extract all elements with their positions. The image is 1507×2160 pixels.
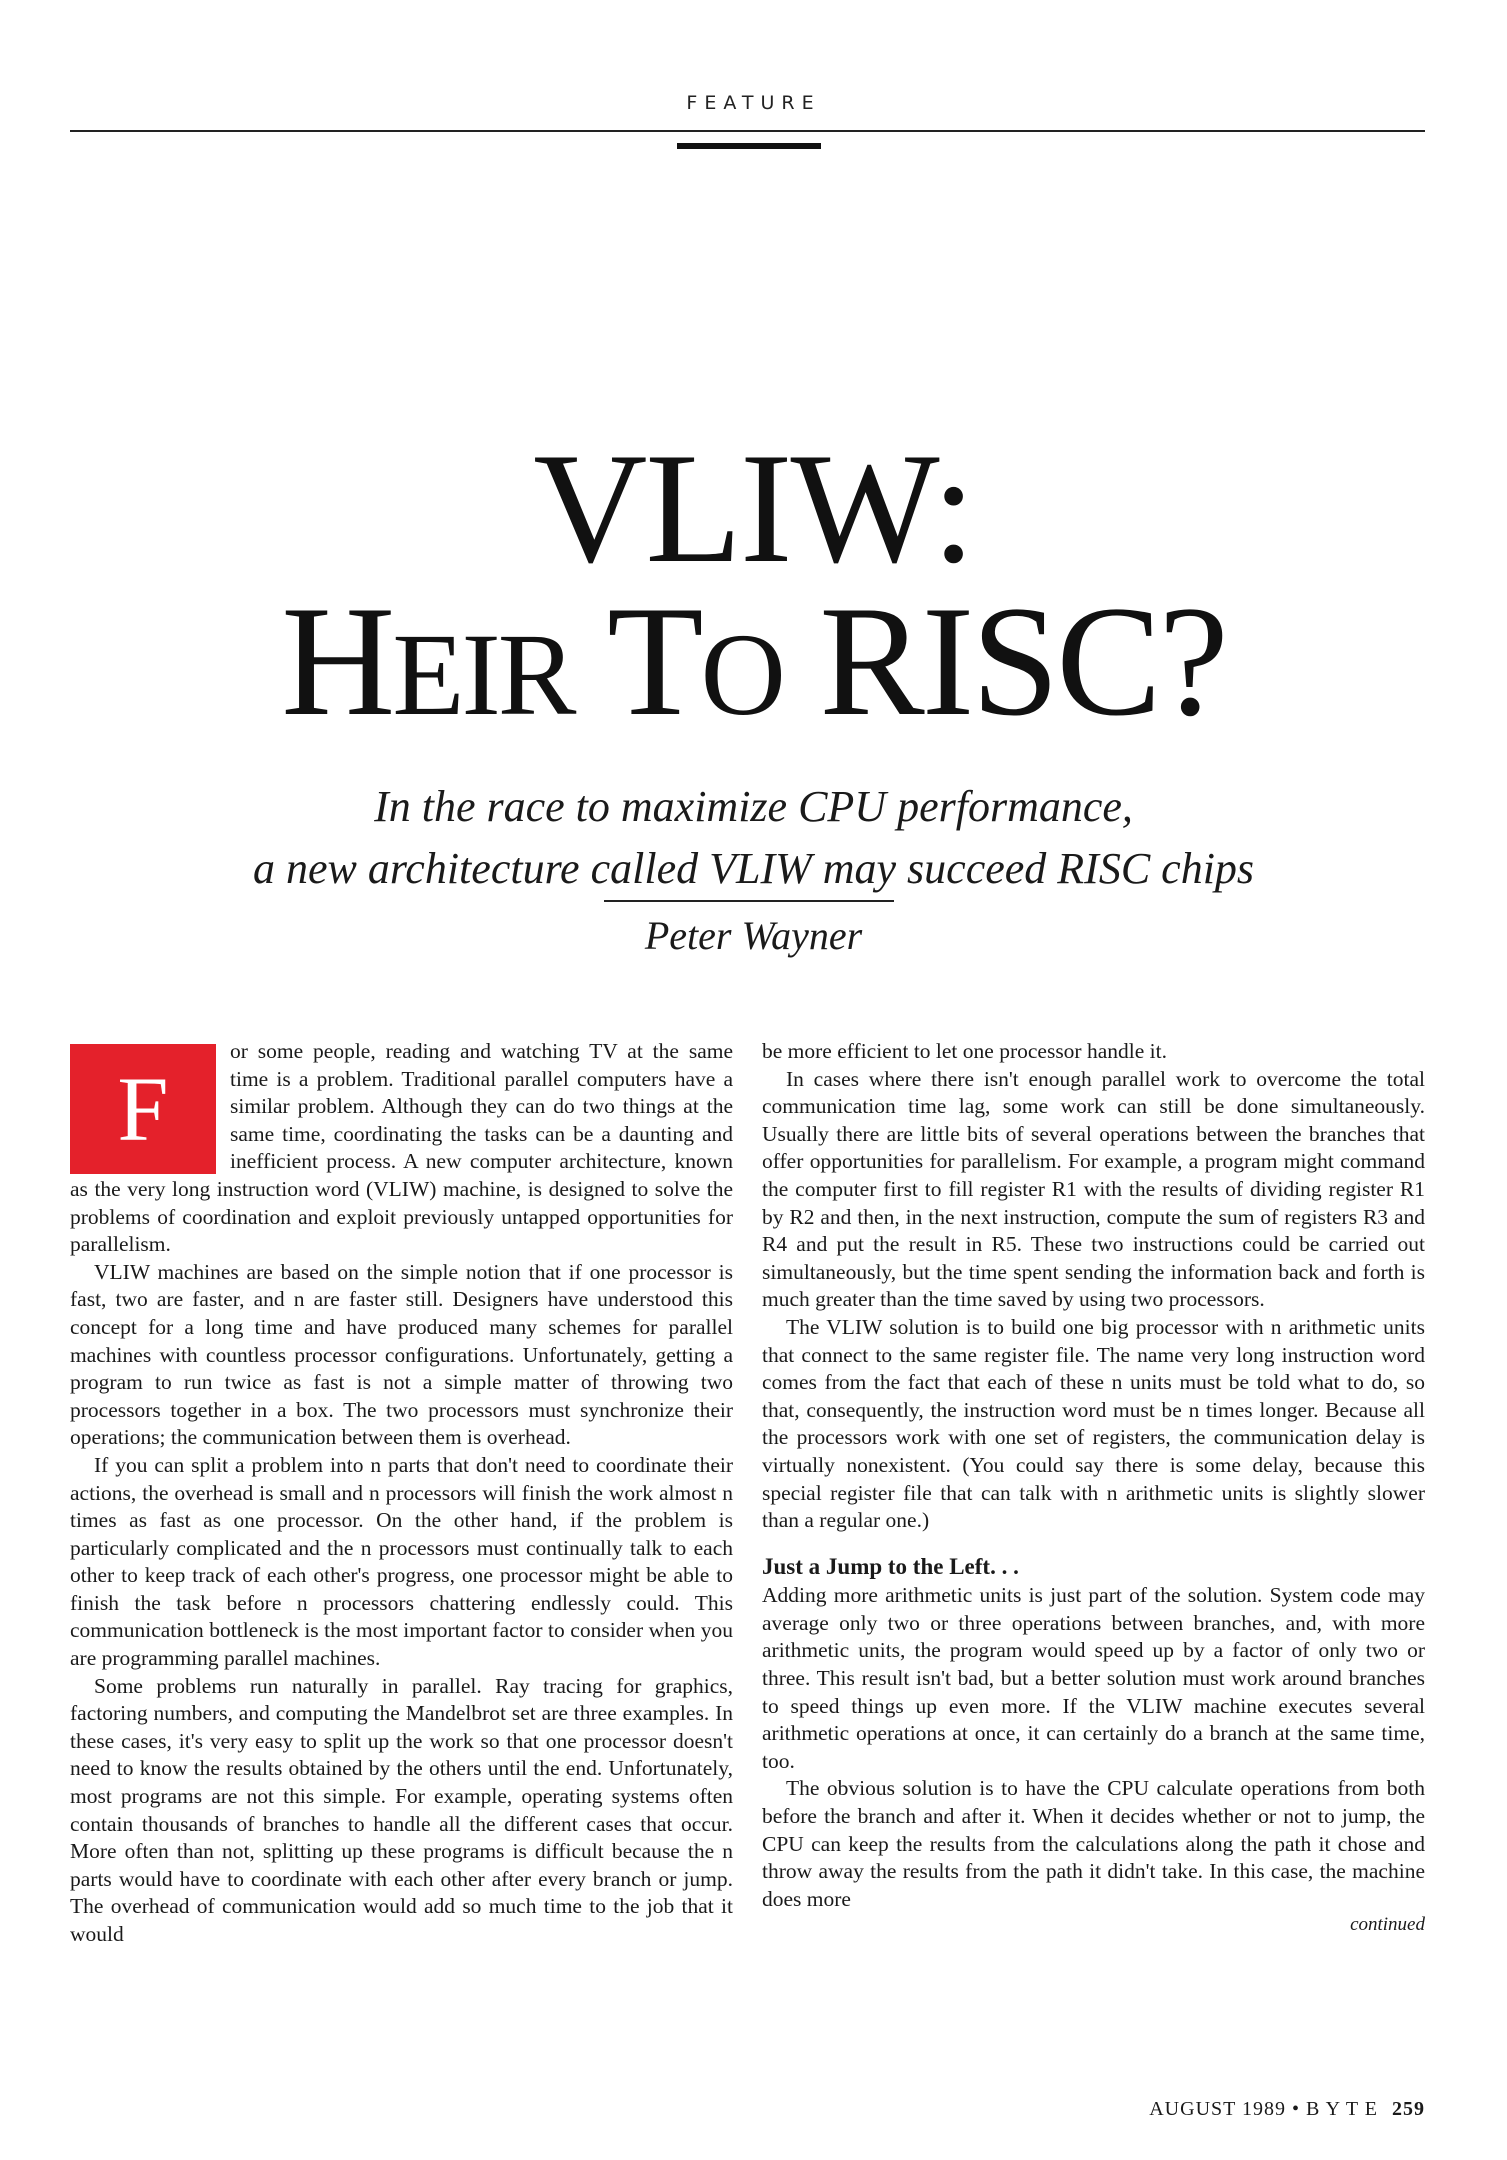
- article-dek: [0, 776, 1507, 900]
- right-column: [762, 1038, 1425, 1937]
- body-paragraph: The obvious solution is to have the CPU calculate operations from both before the branch and after it. When it decides whether or not to jump, the CPU can keep the results from the calculations along the path it chose and throw away the results from the path it didn't take. In this case, the machine does more: [762, 1776, 1425, 1911]
- title-text-eir: EIR: [392, 609, 574, 740]
- body-paragraph: or some people, reading and watching TV at the same time is a problem. Traditional parallel computers have a similar problem. Although they can do two things at the same time, coordinating the tasks can be a daunting and inefficient process. A new computer architecture, known as the very long instruction word (VLIW) machine, is designed to solve the problems of coordination and exploit previously untapped opportunities for parallelism.: [70, 1039, 733, 1257]
- dek-line-2: a new architecture called VLIW may succeed RISC chips: [252, 844, 1255, 893]
- body-paragraph: In cases where there isn't enough parallel work to overcome the total communication time lag, some work can still be done simultaneously. Usually there are little bits of several operations between the branches that offer opportunities for parallelism. For example, a program might command the computer first to fill register R1 with the results of dividing register R1 by R2 and then, in the next instruction, compute the sum of registers R3 and R4 and put the result in R5. These two instructions could be carried out simultaneously, but the time spent sending the information back and forth is much greater than the time saved by using two processors.: [762, 1066, 1425, 1312]
- title-text-o: O: [700, 609, 783, 740]
- dek-rule: [604, 900, 894, 902]
- article-title-line-1: [0, 421, 1507, 596]
- article-title-line-2: [0, 574, 1507, 749]
- header-rule: [70, 130, 1425, 132]
- page-footer: [1149, 2098, 1425, 2121]
- title-text-t: T: [607, 574, 701, 749]
- body-paragraph: If you can split a problem into n parts that don't need to coordinate their actions, the overhead is small and n processors will finish the work almost n times as fast as one processor. On the other hand, if the problem is particularly complicated and the n processors must continually talk to each other to keep track of each other's progress, one processor might be able to finish the task before n processors chattering endlessly could. This communication bottleneck is the most important factor to consider when you are programming parallel machines.: [70, 1452, 733, 1671]
- body-paragraph: Adding more arithmetic units is just part of the solution. System code may average only two or three operations between branches, and, with more arithmetic units, the program would speed up by a factor of only two or three. This result isn't bad, but a better solution must work around branches to speed things up even more. If the VLIW machine executes several arithmetic operations at once, it can certainly do a branch at the same time, too.: [762, 1583, 1425, 1773]
- page-number: 259: [1392, 2098, 1425, 2120]
- body-paragraph: VLIW machines are based on the simple notion that if one processor is fast, two are faster, and n are faster still. Designers have understood this concept for a long time and have produced many schemes for parallel machines with countless processor configurations. Unfortunately, getting a program to run twice as fast is not a simple matter of throwing two processors together in a box. The two processors must synchronize their operations; the communication between them is overhead.: [70, 1259, 733, 1450]
- continued-label: continued: [1350, 1914, 1425, 1936]
- issue-label: AUGUST 1989 • B Y T E: [1149, 2098, 1378, 2120]
- body-paragraph: be more efficient to let one processor handle it.: [762, 1039, 1167, 1063]
- title-text-h: H: [281, 574, 393, 749]
- section-subhead: Just a Jump to the Left. . .: [762, 1553, 1019, 1579]
- body-paragraph: Some problems run naturally in parallel. Ray tracing for graphics, factoring numbers, and computing the Mandelbrot set are three examples. In these cases, it's very easy to split up the work so that one processor doesn't need to know the results obtained by the others until the end. Unfortunately, most programs are not this simple. For example, operating systems often contain thousands of branches to handle all the different cases that occur. More often than not, splitting up these programs is difficult because the n parts would have to coordinate with each other after every branch or jump. The overhead of communication would add so much time to the job that it would: [70, 1673, 733, 1946]
- title-text-vliw: VLIW:: [533, 421, 974, 596]
- byline: Peter Wayner: [644, 913, 863, 958]
- left-column: [70, 1038, 733, 1949]
- title-text-risc: RISC?: [819, 574, 1226, 749]
- header-rule-accent: [677, 143, 821, 149]
- section-label: FEATURE: [686, 92, 821, 114]
- drop-cap: F: [70, 1044, 216, 1174]
- body-paragraph: The VLIW solution is to build one big processor with n arithmetic units that connect to the same register file. The name very long instruction word comes from the fact that each of these n units must be told what to do, so that, consequently, the instruction word must be n times longer. Because all the processors work with one set of registers, the communication delay is virtually nonexistent. (You could say there is some delay, because this special register file that can talk with n arithmetic units is slightly slower than a regular one.): [762, 1314, 1425, 1533]
- dek-line-1: In the race to maximize CPU performance,: [374, 782, 1133, 831]
